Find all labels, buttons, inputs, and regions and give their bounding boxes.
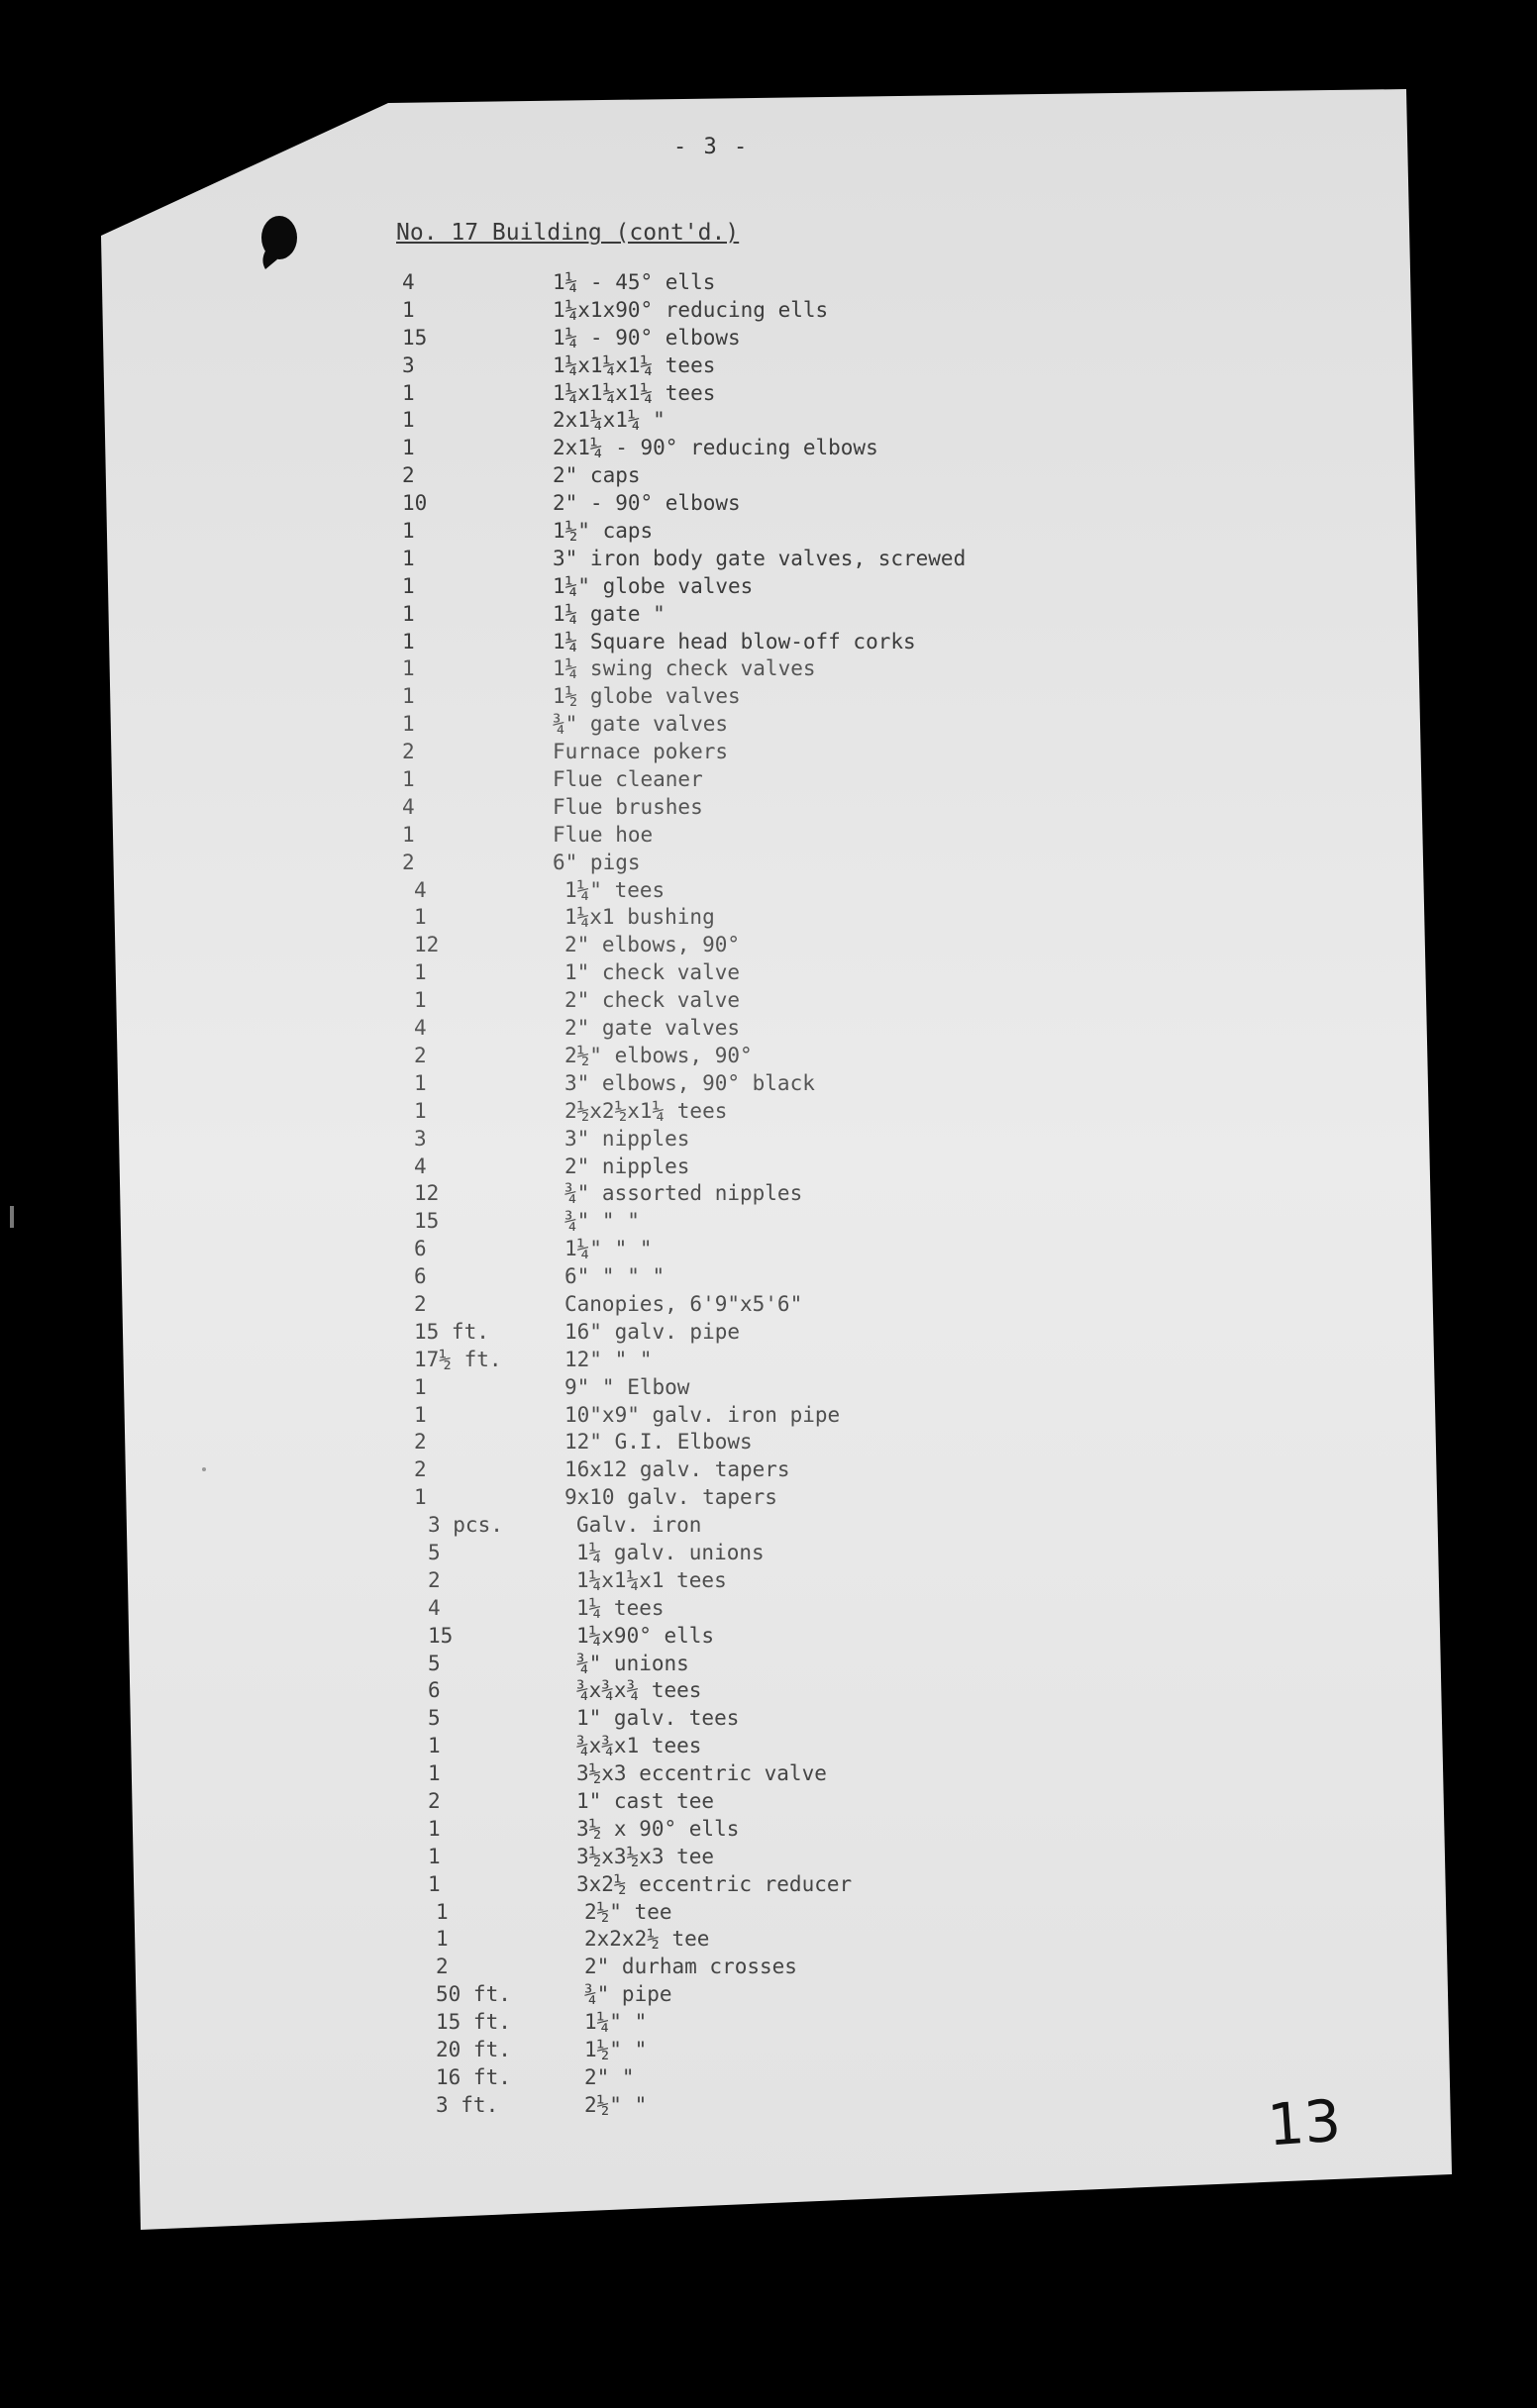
item-quantity: 2 xyxy=(402,740,415,764)
item-description: 1¼" " " xyxy=(564,1237,653,1261)
item-quantity: 1 xyxy=(414,960,427,985)
item-description: 3½x3 eccentric valve xyxy=(576,1761,827,1786)
list-item xyxy=(0,380,1446,408)
item-quantity: 1 xyxy=(402,629,415,653)
item-description: 3½x3½x3 tee xyxy=(576,1844,715,1868)
item-description: 3" elbows, 90° black xyxy=(564,1070,815,1095)
inventory-list xyxy=(0,269,1446,2120)
list-item xyxy=(0,1347,1446,1374)
item-quantity: 5 xyxy=(428,1540,441,1564)
item-quantity: 2 xyxy=(428,1788,441,1813)
list-item xyxy=(0,1070,1446,1098)
list-item xyxy=(0,1733,1446,1760)
item-description: 6" pigs xyxy=(553,850,641,874)
item-quantity: 2 xyxy=(414,1457,427,1482)
item-quantity: 1 xyxy=(436,1899,449,1924)
item-description: 2x1¼x1¼ " xyxy=(553,408,666,433)
item-quantity: 1 xyxy=(414,1485,427,1510)
list-item xyxy=(0,850,1446,877)
item-description: Furnace pokers xyxy=(553,740,729,764)
list-item xyxy=(0,1871,1446,1899)
list-item xyxy=(0,269,1446,297)
item-description: 3½ x 90° ells xyxy=(576,1816,740,1841)
list-item xyxy=(0,1705,1446,1733)
list-item xyxy=(0,601,1446,629)
item-description: 2" nipples xyxy=(564,1154,690,1178)
item-description: 16x12 galv. tapers xyxy=(564,1457,790,1482)
list-item xyxy=(0,325,1446,352)
list-item xyxy=(0,711,1446,739)
item-quantity: 1 xyxy=(414,905,427,930)
item-quantity: 4 xyxy=(414,1016,427,1041)
item-description: ¾" gate valves xyxy=(553,712,729,737)
item-quantity: 4 xyxy=(414,1154,427,1178)
item-quantity: 5 xyxy=(428,1706,441,1731)
item-quantity: 6 xyxy=(414,1264,427,1289)
item-description: 1¼" globe valves xyxy=(553,573,754,598)
list-item xyxy=(0,1319,1446,1347)
list-item xyxy=(0,1512,1446,1540)
item-description: 2½" elbows, 90° xyxy=(564,1043,753,1067)
item-description: 1¼ - 45° ells xyxy=(553,270,716,294)
item-quantity: 20 ft. xyxy=(436,2038,511,2061)
list-item xyxy=(0,1816,1446,1844)
item-quantity: 2 xyxy=(436,1955,449,1979)
item-description: Canopies, 6'9"x5'6" xyxy=(564,1291,803,1316)
list-item xyxy=(0,1844,1446,1871)
item-description: Flue cleaner xyxy=(553,767,703,792)
list-item xyxy=(0,904,1446,932)
item-quantity: 3 xyxy=(402,352,415,377)
item-description: 1¼x1¼x1¼ tees xyxy=(553,352,716,377)
list-item xyxy=(0,1899,1446,1927)
item-quantity: 1 xyxy=(428,1734,441,1758)
item-description: 2" gate valves xyxy=(564,1016,741,1041)
list-item xyxy=(0,1677,1446,1705)
list-item xyxy=(0,932,1446,959)
item-quantity: 4 xyxy=(428,1595,441,1620)
item-description: 9x10 galv. tapers xyxy=(564,1485,777,1510)
item-description: 2x1¼ - 90° reducing elbows xyxy=(553,436,878,460)
item-description: 2½x2½x1¼ tees xyxy=(564,1098,728,1123)
list-item xyxy=(0,1098,1446,1126)
item-description: 1" cast tee xyxy=(576,1788,715,1813)
list-item xyxy=(0,1429,1446,1456)
list-item xyxy=(0,518,1446,546)
list-item xyxy=(0,1208,1446,1236)
item-quantity: 5 xyxy=(428,1651,441,1675)
list-item xyxy=(0,739,1446,766)
item-description: 2½" " xyxy=(584,2092,648,2117)
item-quantity: 6 xyxy=(428,1678,441,1703)
list-item xyxy=(0,1760,1446,1788)
list-item xyxy=(0,546,1446,573)
item-description: 1¼" " xyxy=(584,2010,648,2035)
list-item xyxy=(0,1374,1446,1402)
item-quantity: 1 xyxy=(402,573,415,598)
list-item xyxy=(0,683,1446,711)
item-quantity: 1 xyxy=(414,1402,427,1427)
item-description: ¾" " " xyxy=(564,1209,640,1234)
list-item xyxy=(0,490,1446,518)
item-quantity: 1 xyxy=(402,656,415,681)
item-quantity: 2 xyxy=(414,1430,427,1455)
item-quantity: 3 xyxy=(414,1126,427,1151)
item-description: 1¼ - 90° elbows xyxy=(553,325,741,350)
item-quantity: 15 ft. xyxy=(436,2010,511,2035)
list-item xyxy=(0,1540,1446,1567)
item-description: 2½" tee xyxy=(584,1899,672,1924)
item-quantity: 4 xyxy=(402,270,415,294)
item-quantity: 1 xyxy=(428,1844,441,1868)
list-item xyxy=(0,407,1446,435)
list-item xyxy=(0,1788,1446,1816)
item-description: 1¼x1 bushing xyxy=(564,905,715,930)
list-item xyxy=(0,573,1446,601)
list-item xyxy=(0,1954,1446,1981)
item-quantity: 1 xyxy=(414,1098,427,1123)
item-quantity: 1 xyxy=(402,408,415,433)
item-description: ¾x¾x1 tees xyxy=(576,1734,702,1758)
list-item xyxy=(0,877,1446,905)
item-quantity: 15 xyxy=(402,325,428,350)
item-quantity: 2 xyxy=(414,1291,427,1316)
list-item xyxy=(0,297,1446,325)
list-item xyxy=(0,352,1446,380)
item-quantity: 6 xyxy=(414,1237,427,1261)
list-item xyxy=(0,794,1446,822)
item-quantity: 1 xyxy=(402,546,415,570)
list-item xyxy=(0,1926,1446,1954)
list-item xyxy=(0,2009,1446,2037)
item-description: Flue hoe xyxy=(553,822,654,847)
item-description: 2x2x2½ tee xyxy=(584,1927,710,1952)
item-description: 1½ globe valves xyxy=(553,684,741,709)
list-item xyxy=(0,1484,1446,1512)
list-item xyxy=(0,435,1446,462)
list-item xyxy=(0,1456,1446,1484)
item-description: 2" durham crosses xyxy=(584,1955,797,1979)
item-description: 1" galv. tees xyxy=(576,1706,740,1731)
page-number: - 3 - xyxy=(673,135,750,159)
item-description: 1¼ swing check valves xyxy=(553,656,816,681)
item-description: 1" check valve xyxy=(564,960,741,985)
list-item xyxy=(0,1015,1446,1043)
item-description: 12" " " xyxy=(564,1347,653,1371)
item-quantity: 1 xyxy=(414,988,427,1013)
item-description: ¾x¾x¾ tees xyxy=(576,1678,702,1703)
list-item xyxy=(0,655,1446,683)
item-quantity: 1 xyxy=(428,1761,441,1786)
item-quantity: 1 xyxy=(402,822,415,847)
item-description: 1¼" tees xyxy=(564,877,666,902)
item-description: 3" nipples xyxy=(564,1126,690,1151)
item-description: 2" - 90° elbows xyxy=(553,491,741,516)
item-description: 12" G.I. Elbows xyxy=(564,1430,753,1455)
item-description: 1½" " xyxy=(584,2038,648,2061)
item-description: 2" caps xyxy=(553,463,641,488)
item-description: 2" " xyxy=(584,2064,635,2089)
item-quantity: 1 xyxy=(402,712,415,737)
item-quantity: 1 xyxy=(402,380,415,405)
item-quantity: 15 xyxy=(414,1209,440,1234)
item-quantity: 2 xyxy=(402,463,415,488)
list-item xyxy=(0,2092,1446,2120)
list-item xyxy=(0,959,1446,987)
item-description: 1¼x90° ells xyxy=(576,1623,715,1648)
item-description: 1¼x1x90° reducing ells xyxy=(553,297,829,322)
item-quantity: 1 xyxy=(414,1374,427,1399)
list-item xyxy=(0,1263,1446,1291)
list-item xyxy=(0,1236,1446,1263)
list-item xyxy=(0,1180,1446,1208)
list-item xyxy=(0,1154,1446,1181)
list-item xyxy=(0,1567,1446,1595)
item-quantity: 15 ft. xyxy=(414,1319,489,1344)
item-quantity: 1 xyxy=(402,436,415,460)
item-description: ¾" assorted nipples xyxy=(564,1181,803,1206)
item-quantity: 17½ ft. xyxy=(414,1347,502,1371)
item-description: 2" check valve xyxy=(564,988,741,1013)
item-description: 6" " " " xyxy=(564,1264,666,1289)
list-item xyxy=(0,766,1446,794)
list-item xyxy=(0,822,1446,850)
item-quantity: 1 xyxy=(402,684,415,709)
item-quantity: 2 xyxy=(428,1567,441,1592)
item-quantity: 1 xyxy=(402,601,415,626)
list-item xyxy=(0,987,1446,1015)
item-description: Galv. iron xyxy=(576,1513,702,1538)
item-quantity: 1 xyxy=(414,1070,427,1095)
item-quantity: 4 xyxy=(414,877,427,902)
item-quantity: 3 pcs. xyxy=(428,1513,503,1538)
item-description: ¾" pipe xyxy=(584,1982,672,2007)
item-quantity: 1 xyxy=(428,1816,441,1841)
list-item xyxy=(0,462,1446,490)
item-quantity: 1 xyxy=(402,297,415,322)
item-quantity: 12 xyxy=(414,1181,440,1206)
item-description: 1¼ Square head blow-off corks xyxy=(553,629,916,653)
item-quantity: 3 ft. xyxy=(436,2092,499,2117)
list-item xyxy=(0,1981,1446,2009)
item-quantity: 50 ft. xyxy=(436,1982,511,2007)
list-item xyxy=(0,1291,1446,1319)
item-quantity: 1 xyxy=(436,1927,449,1952)
folio-number: 13 xyxy=(1265,2086,1344,2159)
item-quantity: 4 xyxy=(402,794,415,819)
item-quantity: 2 xyxy=(414,1043,427,1067)
item-description: 3x2½ eccentric reducer xyxy=(576,1871,853,1896)
list-item xyxy=(0,2037,1446,2064)
item-quantity: 2 xyxy=(402,850,415,874)
list-item xyxy=(0,1402,1446,1430)
list-item xyxy=(0,2064,1446,2092)
item-description: ¾" unions xyxy=(576,1651,689,1675)
section-heading: No. 17 Building (cont'd.) xyxy=(396,220,740,246)
item-quantity: 15 xyxy=(428,1623,454,1648)
item-description: 10"x9" galv. iron pipe xyxy=(564,1402,841,1427)
item-description: 1½" caps xyxy=(553,519,654,544)
list-item xyxy=(0,629,1446,656)
item-description: 1¼ galv. unions xyxy=(576,1540,765,1564)
list-item xyxy=(0,1595,1446,1623)
list-item xyxy=(0,1126,1446,1154)
item-description: Flue brushes xyxy=(553,794,703,819)
item-quantity: 16 ft. xyxy=(436,2064,511,2089)
item-description: 9" " Elbow xyxy=(564,1374,690,1399)
item-description: 1¼x1¼x1 tees xyxy=(576,1567,727,1592)
list-item xyxy=(0,1651,1446,1678)
item-description: 1¼x1¼x1¼ tees xyxy=(553,380,716,405)
list-item xyxy=(0,1043,1446,1070)
item-quantity: 12 xyxy=(414,933,440,957)
item-description: 2" elbows, 90° xyxy=(564,933,741,957)
item-quantity: 1 xyxy=(402,519,415,544)
item-quantity: 1 xyxy=(428,1871,441,1896)
item-quantity: 1 xyxy=(402,767,415,792)
item-quantity: 10 xyxy=(402,491,428,516)
list-item xyxy=(0,1623,1446,1651)
item-description: 1¼ gate " xyxy=(553,601,666,626)
item-description: 16" galv. pipe xyxy=(564,1319,741,1344)
item-description: 1¼ tees xyxy=(576,1595,665,1620)
item-description: 3" iron body gate valves, screwed xyxy=(553,546,967,570)
